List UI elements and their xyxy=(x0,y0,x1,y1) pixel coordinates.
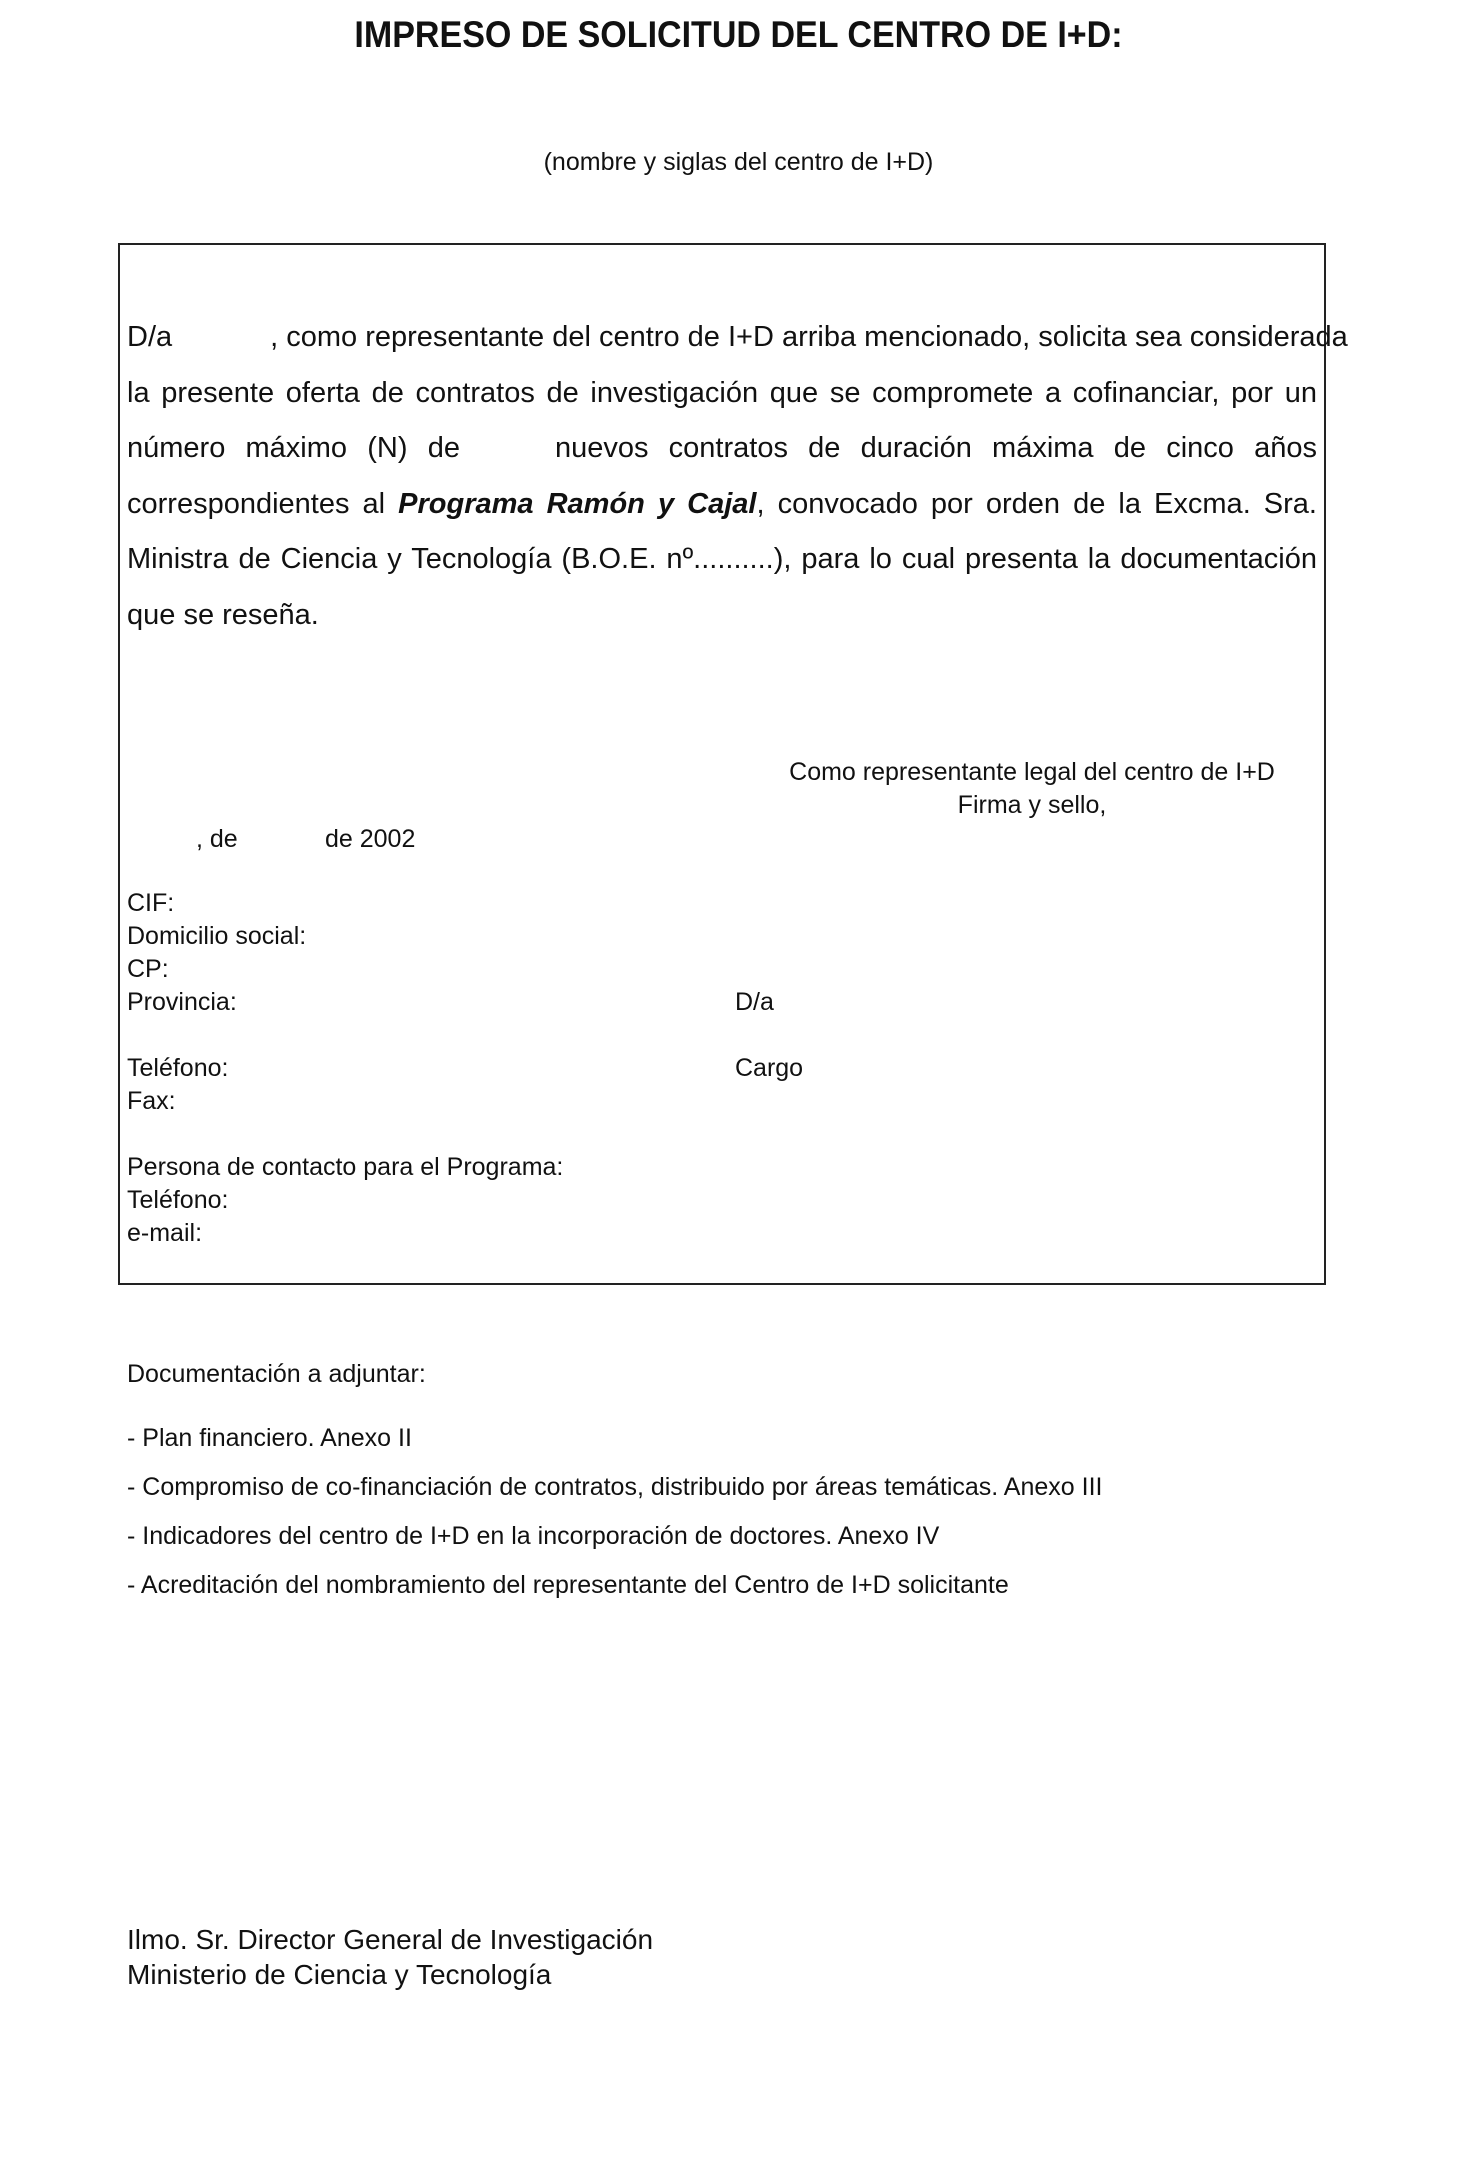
request-line-3: número máximo (N) de nuevos contratos de duración máxima de cinco años xyxy=(127,432,1317,464)
document-item: - Acreditación del nombramiento del representante del Centro de I+D solicitante xyxy=(127,1571,1009,1599)
request-line-1: D/a , como representante del centro de I+D arriba mencionado, solicita sea considerada xyxy=(127,321,1348,353)
fax-label: Fax: xyxy=(127,1087,176,1115)
cif-label: CIF: xyxy=(127,889,175,917)
document-item: - Compromiso de co-financiación de contratos, distribuido por áreas temáticas. Anexo III xyxy=(127,1473,1103,1501)
request-line-6: que se reseña. xyxy=(127,598,319,631)
addressee-ministry: Ministerio de Ciencia y Tecnología xyxy=(127,1959,552,1990)
contact-email-label: e-mail: xyxy=(127,1219,203,1247)
signature-seal-label: Firma y sello, xyxy=(957,791,1107,819)
document-item: - Indicadores del centro de I+D en la incorporación de doctores. Anexo IV xyxy=(127,1522,940,1550)
center-name-hint: (nombre y siglas del centro de I+D) xyxy=(543,148,934,176)
legal-representative-label: Como representante legal del centro de I+D xyxy=(789,758,1275,786)
signer-name-label: D/a xyxy=(735,988,774,1016)
domicilio-label: Domicilio social: xyxy=(127,922,307,950)
request-paragraph xyxy=(127,310,1348,643)
cp-label: CP: xyxy=(127,955,169,983)
document-item: - Plan financiero. Anexo II xyxy=(127,1424,412,1452)
telefono-label: Teléfono: xyxy=(127,1054,229,1082)
documents-title: Documentación a adjuntar: xyxy=(127,1360,426,1388)
addressee-title: Ilmo. Sr. Director General de Investigación xyxy=(127,1924,654,1955)
provincia-label: Provincia: xyxy=(127,988,237,1016)
contact-phone-label: Teléfono: xyxy=(127,1186,229,1214)
date-place-label: , de xyxy=(196,825,238,853)
contact-person-label: Persona de contacto para el Programa: xyxy=(127,1153,564,1181)
program-name: Programa Ramón y Cajal xyxy=(398,487,757,520)
date-year-label: de 2002 xyxy=(325,825,416,853)
cargo-label: Cargo xyxy=(735,1054,804,1082)
request-line-4: correspondientes al Programa Ramón y Cajal, convocado por orden de la Excma. Sra. xyxy=(127,487,1317,520)
request-line-5: Ministra de Ciencia y Tecnología (B.O.E. nº..........), para lo cual presenta la documentación xyxy=(127,543,1317,575)
page-title: IMPRESO DE SOLICITUD DEL CENTRO DE I+D: xyxy=(354,14,1123,55)
request-line-2: la presente oferta de contratos de investigación que se compromete a cofinanciar, por un xyxy=(127,376,1317,409)
